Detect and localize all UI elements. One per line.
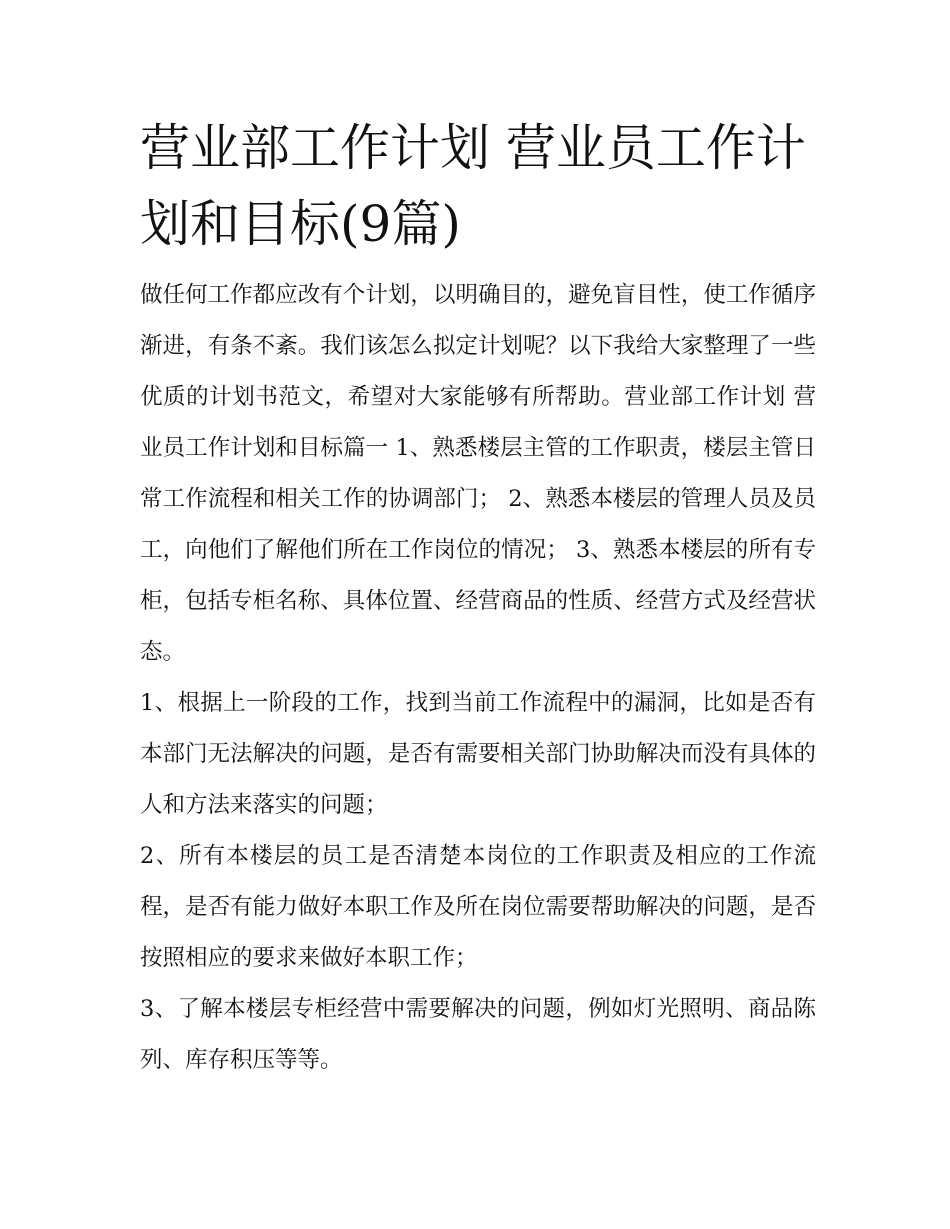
document-page — [140, 110, 816, 1086]
paragraph-item-3: 3、了解本楼层专柜经营中需要解决的问题，例如灯光照明、商品陈列、库存积压等等。 — [140, 996, 816, 1073]
paragraph-item-2: 2、所有本楼层的员工是否清楚本岗位的工作职责及相应的工作流程，是否有能力做好本职工作及所在岗位需要帮助解决的问题，是否按照相应的要求来做好本职工作； — [140, 843, 816, 971]
intro-paragraph: 做任何工作都应改有个计划，以明确目的，避免盲目性，使工作循序渐进，有条不紊。我们该怎么拟定计划呢？以下我给大家整理了一些优质的计划书范文，希望对大家能够有所帮助。营业部工作计划 营业员工作计划和目标篇一 1、熟悉楼层主管的工作职责，楼层主管日常工作流程和相关工作的协调部门； 2、熟悉本楼层的管理人员及员工，向他们了解他们所在工作岗位的情况； 3、熟悉本楼层的所有专柜，包括专柜名称、具体位置、经营商品的性质、经营方式及经营状态。 — [140, 282, 816, 665]
paragraph-item-1: 1、根据上一阶段的工作，找到当前工作流程中的漏洞，比如是否有本部门无法解决的问题，是否有需要相关部门协助解决而没有具体的人和方法来落实的问题； — [140, 690, 816, 818]
document-title: 营业部工作计划 营业员工作计划和目标(9篇) — [140, 119, 806, 253]
